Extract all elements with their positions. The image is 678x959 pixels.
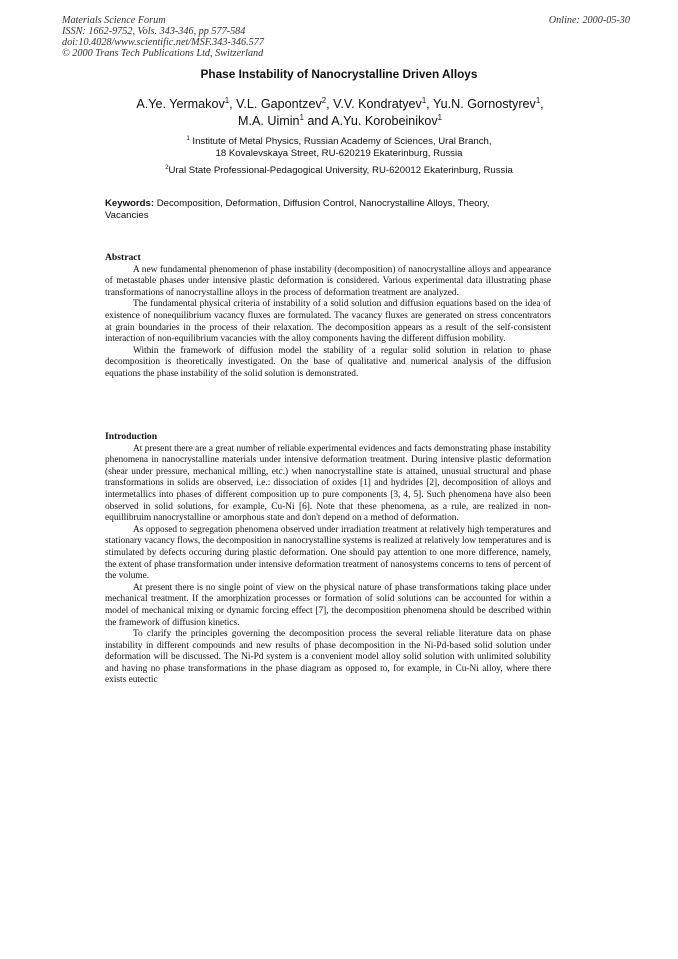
- journal-name: Materials Science Forum: [62, 15, 166, 26]
- author-affiliation-mark: 1: [299, 112, 304, 122]
- online-date: Online: 2000-05-30: [548, 15, 630, 26]
- journal-header: [62, 15, 630, 59]
- author-separator: ,: [540, 97, 544, 111]
- author-affiliation-mark: 2: [321, 95, 327, 105]
- introduction-heading: Introduction: [105, 431, 158, 442]
- abstract-section: [105, 252, 551, 381]
- affiliation-1: [0, 136, 678, 160]
- author-list: [90, 96, 590, 130]
- affiliation-2: [0, 165, 678, 177]
- author-separator: and: [303, 114, 332, 128]
- author-name: M.A. Uimin: [237, 114, 300, 128]
- introduction-paragraph: To clarify the principles governing the decomposition process the several reliable literature data on phase instability in different compounds and new results of phase decomposition in the Ni-Pd-based solid solution under deformation will be discussed. The Ni-Pd system is a convenient model alloy solid solution with unlimited solubility and having no phase transformations in the phase diagram as opposed to, for example, in Cu-Ni alloy, where there exists eutectic: [105, 629, 551, 686]
- keywords-text: Decomposition, Deformation, Diffusion Control, Nanocrystalline Alloys, Theory, Vacancies: [105, 198, 490, 221]
- author-name: A.Ye. Yermakov: [136, 97, 225, 111]
- introduction-paragraph: At present there are a great number of reliable experimental evidences and facts demonstrating phase instability phenomena in nanocrystalline materials under intensive deformation treatment. During intensive plastic deformation (shear under pressure, mechanical milling, etc.) when nanocrystalline state is attained, unusual structural and phase transformations in solids are observed, i.e.: dissociation of oxides [1] and hydrides [2], decomposition of alloys and intermetallics into phases of different composition up to pure components [3, 4, 5]. Such phenomena have also been observed in solid solutions, for example, Cu-Ni [6]. Note that these phenomena, as a rule, are realized in non-equillibruim nanocrystalline or amorphous state and don't depend on a method of deformation.: [105, 443, 551, 524]
- author-affiliation-mark: 1: [535, 95, 541, 105]
- affiliation-line: Ural State Professional-Pedagogical University, RU-620012 Ekaterinburg, Russia: [168, 165, 513, 176]
- copyright-line: © 2000 Trans Tech Publications Ltd, Switzerland: [62, 48, 264, 59]
- author-name: V.L. Gapontzev: [236, 97, 322, 111]
- introduction-paragraph: As opposed to segregation phenomena observed under irradiation treatment at relatively high temperatures and stationary vacancy flows, the decomposition in nanocrystalline systems is realized at relatively low temperatures and is stimulated by defects occuring during plastic deformation. One should pay attention to one more difference, namely, the extent of phase transformation under intensive deformation treatment of nanosystems concerns to tens of percent of the volume.: [105, 524, 551, 582]
- affiliation-line: 18 Kovalevskaya Street, RU-620219 Ekaterinburg, Russia: [215, 148, 463, 159]
- author-affiliation-mark: 1: [437, 112, 442, 122]
- author-separator: ,: [326, 97, 334, 111]
- abstract-paragraph: A new fundamental phenomenon of phase instability (decomposition) of nanocrystalline alloys and appearance of metastable phases under intensive plastic deformation is considered. Various experimental data illustrating phase transformations of nanocrystalline alloys in the process of deformation treatment are analyzed.: [105, 264, 551, 298]
- author-separator: ,: [426, 97, 433, 111]
- abstract-heading: Abstract: [105, 252, 141, 263]
- paper-title: Phase Instability of Nanocrystalline Driven Alloys: [200, 67, 478, 81]
- introduction-section: [105, 431, 551, 687]
- abstract-paragraph: The fundamental physical criteria of instability of a solid solution and diffusion equations based on the idea of existence of nonequilibrium vacancy fluxes are formulated. The vacancy fluxes are generated on stress concentrators at grain boundaries in the process of their relaxation. The decomposition appears as a result of the self-consistent interaction of non-equilibrium vacancies with the alloy components having the different diffusion mobility.: [105, 299, 551, 345]
- keywords: [105, 198, 525, 222]
- affiliation-line: Institute of Metal Physics, Russian Academy of Sciences, Ural Branch,: [192, 136, 492, 147]
- abstract-paragraph: Within the framework of diffusion model the stability of a regular solid solution in relation to phase decomposition is theoretically investigated. On the base of qualitative and numerical analysis of the diffusion equations the phase instability of the solid solution is demonstrated.: [105, 345, 551, 379]
- author-name: Yu.N. Gornostyrev: [432, 97, 536, 111]
- author-affiliation-mark: 1: [421, 95, 427, 105]
- author-name: V.V. Kondratyev: [333, 97, 422, 111]
- affiliation-number: 1: [186, 135, 190, 142]
- author-name: A.Yu. Korobeinikov: [331, 114, 438, 128]
- affiliation-number: 2: [165, 164, 169, 171]
- author-affiliation-mark: 1: [224, 95, 230, 105]
- keywords-label: Keywords:: [105, 198, 155, 209]
- doi-line: doi:10.4028/www.scientific.net/MSF.343-346.577: [62, 37, 264, 48]
- introduction-paragraph: At present there is no single point of view on the physical nature of phase transformations taking place under mechanical treatment. If the amorphization processes or formation of solid solutions can be accounted for within a model of mechanical mixing or dynamic forcing effect [7], the decomposition phenomena should be described within the framework of diffusion kinetics.: [105, 582, 551, 628]
- author-separator: ,: [229, 97, 237, 111]
- issn-line: ISSN: 1662-9752, Vols. 343-346, pp 577-584: [62, 26, 246, 37]
